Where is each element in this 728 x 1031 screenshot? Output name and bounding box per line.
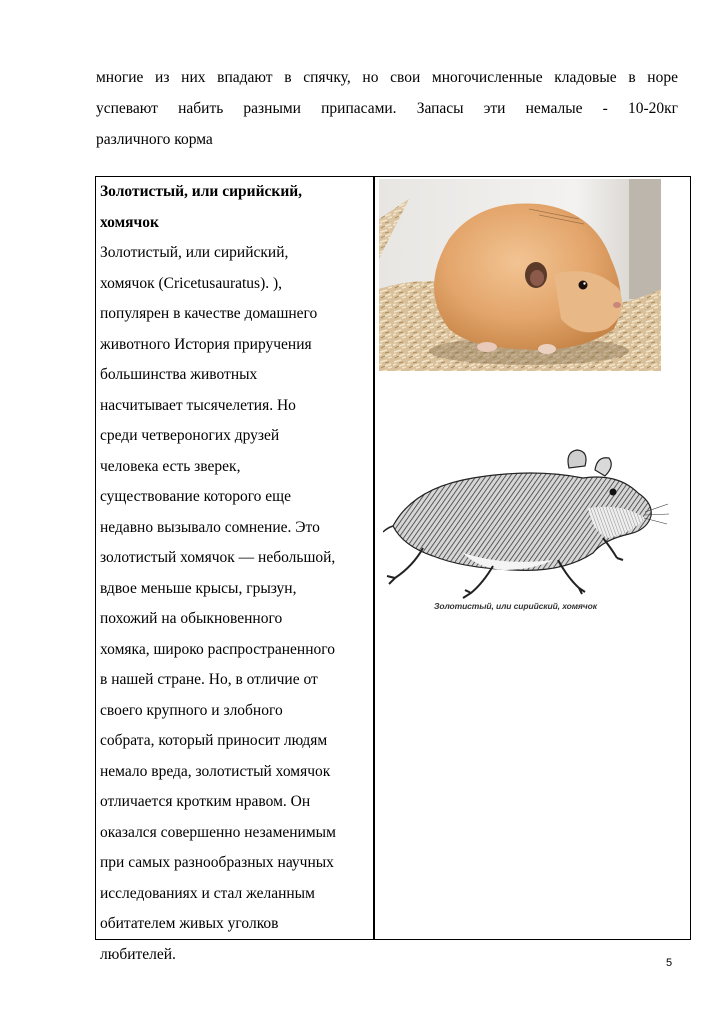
table-body-line: золотистый хомячок — небольшой,: [100, 549, 336, 566]
page-number: 5: [666, 957, 673, 969]
table-column-divider: [373, 177, 375, 939]
drawing-caption: Золотистый, или сирийский, хомячок: [434, 601, 597, 611]
table-title-line: Золотистый, или сирийский,: [100, 183, 303, 200]
table-body-line: исследованиях и стал желанным: [100, 884, 315, 902]
table-body-line: среди четвероногих друзей: [100, 427, 280, 444]
table-text-cell: [100, 177, 372, 970]
table-body-line: популярен в качестве домашнего: [100, 305, 318, 322]
table-title-line: хомячок: [100, 213, 159, 231]
table-body-line: своего крупного и злобного: [100, 701, 283, 719]
hamster-drawing: [383, 448, 673, 618]
table-body-line: большинства животных: [100, 366, 258, 383]
table-body-line: Золотистый, или сирийский,: [100, 244, 289, 261]
table-body-line: при самых разнообразных научных: [100, 854, 334, 871]
table-body-line: вдвое меньше крысы, грызун,: [100, 579, 297, 597]
table-body-line: в нашей стране. Но, в отличие от: [100, 671, 318, 688]
table-body-line: немало вреда, золотистый хомячок: [100, 762, 331, 780]
intro-line: многие из них впадают в спячку, но свои многочисленные кладовые в норе: [96, 69, 678, 86]
intro-line: успевают набить разными припасами. Запасы эти немалые - 10-20кг: [96, 100, 678, 117]
hamster-photo: [379, 179, 661, 371]
table-body-line: обитателем живых уголков: [100, 915, 279, 932]
table-body-line: существование которого еще: [100, 488, 291, 505]
table-body-line: хомяка, широко распространенного: [100, 640, 335, 658]
table-body-line: похожий на обыкновенного: [100, 610, 283, 627]
table-body-line: собрата, который приносит людям: [100, 732, 328, 749]
intro-paragraph: [96, 62, 678, 155]
intro-line: различного корма: [96, 131, 213, 148]
table-body-line: человека есть зверек,: [100, 457, 241, 475]
table-body-line: хомячок (Cricetusauratus). ),: [100, 274, 283, 292]
table-body-line: оказался совершенно незаменимым: [100, 823, 336, 841]
table-body-line: насчитывает тысячелетия. Но: [100, 396, 296, 414]
table-body-line: недавно вызывало сомнение. Это: [100, 518, 320, 536]
table-body-line: животного История приручения: [100, 335, 312, 353]
hamster-table: [95, 176, 691, 963]
table-body-line: любителей.: [100, 945, 176, 963]
table-body-line: отличается кротким нравом. Он: [100, 793, 311, 810]
